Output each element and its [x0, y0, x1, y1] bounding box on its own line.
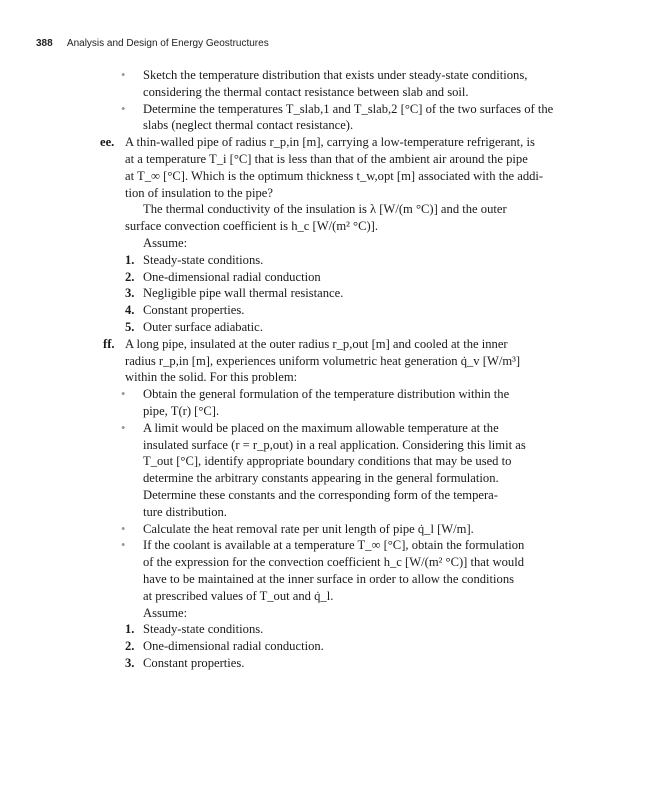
bullet-continuation: considering the thermal contact resistance between slab and soil.	[143, 84, 469, 99]
list-number: 3.	[125, 286, 135, 301]
bullet-marker: •	[121, 101, 126, 116]
bullet-marker: •	[121, 387, 126, 402]
problem-text: A thin-walled pipe of radius r_p,in [m], carrying a low-temperature refrigerant, is	[125, 135, 535, 150]
problem-text: A long pipe, insulated at the outer radius r_p,out [m] and cooled at the inner	[125, 336, 508, 351]
running-header	[36, 38, 269, 49]
running-title: Analysis and Design of Energy Geostructures	[66, 38, 269, 49]
bullet-marker: •	[121, 420, 126, 435]
problem-continuation: at a temperature T_i [°C] that is less than that of the ambient air around the pipe	[125, 152, 528, 166]
list-item-text: Outer surface adiabatic.	[143, 320, 263, 334]
list-number: 2.	[125, 639, 135, 654]
bullet-continuation: Determine these constants and the corresponding form of the tempera-	[143, 488, 498, 502]
problem-continuation: radius r_p,in [m], experiences uniform volumetric heat generation q̇_v [W/m³]	[125, 353, 521, 368]
list-number: 5.	[125, 320, 135, 334]
page-number: 388	[36, 38, 53, 49]
problem-continuation: surface convection coefficient is h_c [W/(m² °C)].	[125, 219, 379, 234]
paragraph-indent: Assume:	[143, 236, 188, 250]
bullet-continuation: of the expression for the convection coefficient h_c [W/(m² °C)] that would	[143, 555, 525, 570]
list-item-text: Steady-state conditions.	[143, 622, 264, 637]
list-number: 3.	[125, 656, 135, 670]
bullet-text: Obtain the general formulation of the temperature distribution within the	[143, 387, 510, 402]
list-number: 1.	[125, 622, 135, 637]
list-number: 2.	[125, 269, 135, 284]
problem-label: ff.	[103, 336, 115, 351]
bullet-marker: •	[121, 68, 126, 82]
paragraph-indent: Assume:	[143, 605, 188, 620]
list-item-text: Constant properties.	[143, 656, 245, 670]
problem-continuation: tion of insulation to the pipe?	[125, 185, 273, 200]
bullet-continuation: slabs (neglect thermal contact resistance).	[143, 118, 354, 133]
bullet-text: Determine the temperatures T_slab,1 and T_slab,2 [°C] of the two surfaces of the	[143, 101, 554, 116]
bullet-marker: •	[121, 521, 126, 536]
bullet-continuation: pipe, T(r) [°C].	[143, 404, 220, 418]
bullet-marker: •	[121, 538, 126, 553]
bullet-text: A limit would be placed on the maximum allowable temperature at the	[143, 420, 499, 435]
bullet-continuation: have to be maintained at the inner surface in order to allow the conditions	[143, 572, 515, 586]
bullet-text: If the coolant is available at a temperature T_∞ [°C], obtain the formulation	[143, 538, 525, 553]
list-item-text: Negligible pipe wall thermal resistance.	[143, 286, 344, 301]
bullet-continuation: determine the arbitrary constants appearing in the general formulation.	[143, 471, 499, 486]
list-number: 1.	[125, 252, 135, 267]
list-item-text: Steady-state conditions.	[143, 252, 264, 267]
problem-continuation: within the solid. For this problem:	[125, 370, 298, 385]
bullet-text: Calculate the heat removal rate per unit length of pipe q̇_l [W/m].	[143, 521, 474, 536]
list-item-text: One-dimensional radial conduction	[143, 269, 321, 284]
bullet-continuation: T_out [°C], identify appropriate boundary conditions that may be used to	[143, 454, 512, 469]
paragraph-indent: The thermal conductivity of the insulation is λ [W/(m °C)] and the outer	[143, 202, 507, 217]
bullet-continuation: at prescribed values of T_out and q̇_l.	[143, 588, 334, 603]
problem-continuation: at T_∞ [°C]. Which is the optimum thickness t_w,opt [m] associated with the addi-	[125, 168, 544, 183]
problem-label: ee.	[100, 135, 115, 150]
list-number: 4.	[125, 303, 135, 318]
bullet-continuation: ture distribution.	[143, 504, 227, 519]
list-item-text: One-dimensional radial conduction.	[143, 639, 324, 654]
bullet-text: Sketch the temperature distribution that exists under steady-state conditions,	[143, 68, 528, 82]
bullet-continuation: insulated surface (r = r_p,out) in a real application. Considering this limit as	[143, 437, 526, 452]
list-item-text: Constant properties.	[143, 303, 245, 318]
